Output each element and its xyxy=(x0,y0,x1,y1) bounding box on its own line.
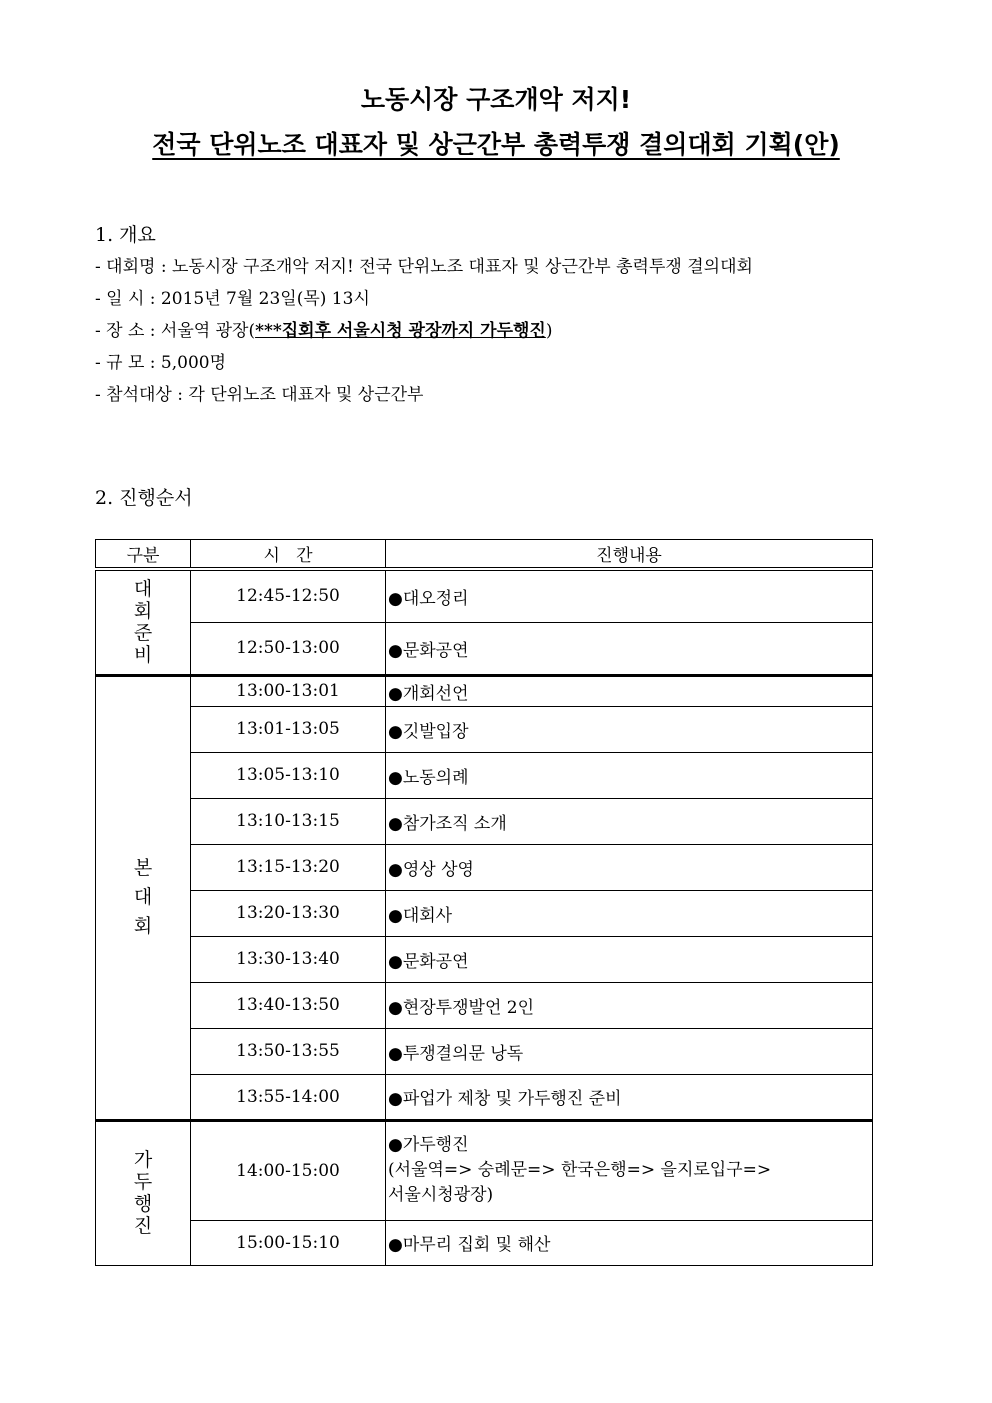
content-cell: ●참가조직 소개 xyxy=(386,798,873,844)
section-2-heading: 2. 진행순서 xyxy=(95,487,193,509)
time-cell: 13:10-13:15 xyxy=(191,798,386,844)
place-suffix: ) xyxy=(545,321,553,341)
time-cell: 13:01-13:05 xyxy=(191,706,386,752)
content-cell: ●개회선언 xyxy=(386,675,873,706)
overview-place xyxy=(95,316,552,341)
table-header-row xyxy=(96,540,873,570)
table-row xyxy=(96,798,873,844)
table-row xyxy=(96,982,873,1028)
content-cell: ●현장투쟁발언 2인 xyxy=(386,982,873,1028)
overview-date: - 일 시 : 2015년 7월 23일(목) 13시 xyxy=(95,289,370,309)
time-cell: 13:15-13:20 xyxy=(191,844,386,890)
table-row xyxy=(96,706,873,752)
table-row xyxy=(96,1120,873,1220)
table-row xyxy=(96,890,873,936)
place-prefix: - 장 소 : 서울역 광장( xyxy=(95,321,256,341)
title-line-2: 전국 단위노조 대표자 및 상근간부 총력투쟁 결의대회 기획(안) xyxy=(152,130,840,159)
content-cell: ●영상 상영 xyxy=(386,844,873,890)
section-1-heading: 1. 개요 xyxy=(95,224,156,246)
group-label-prep: 대 회 준 비 xyxy=(96,569,191,675)
header-time: 시 간 xyxy=(191,540,386,570)
header-content: 진행내용 xyxy=(386,540,873,570)
time-cell: 12:50-13:00 xyxy=(191,622,386,675)
time-cell: 13:40-13:50 xyxy=(191,982,386,1028)
time-cell: 13:55-14:00 xyxy=(191,1074,386,1120)
table-row xyxy=(96,1220,873,1265)
content-cell: ●문화공연 xyxy=(386,622,873,675)
group-label-main: 본 대 회 xyxy=(96,675,191,1120)
time-cell: 13:00-13:01 xyxy=(191,675,386,706)
table-row xyxy=(96,1028,873,1074)
table-row xyxy=(96,936,873,982)
group-label-march: 가 두 행 진 xyxy=(96,1120,191,1265)
content-cell: ●문화공연 xyxy=(386,936,873,982)
time-cell: 15:00-15:10 xyxy=(191,1220,386,1265)
schedule-table xyxy=(95,539,873,1266)
content-cell: ●투쟁결의문 낭독 xyxy=(386,1028,873,1074)
time-cell: 14:00-15:00 xyxy=(191,1120,386,1220)
title-line-1: 노동시장 구조개악 저지! xyxy=(360,85,632,114)
time-cell: 13:20-13:30 xyxy=(191,890,386,936)
table-row xyxy=(96,569,873,622)
content-cell: ●깃발입장 xyxy=(386,706,873,752)
time-cell: 12:45-12:50 xyxy=(191,569,386,622)
time-cell: 13:30-13:40 xyxy=(191,936,386,982)
content-cell: ●마무리 집회 및 해산 xyxy=(386,1220,873,1265)
table-row xyxy=(96,1074,873,1120)
table-row xyxy=(96,844,873,890)
overview-scale: - 규 모 : 5,000명 xyxy=(95,353,227,373)
overview-attendees: - 참석대상 : 각 단위노조 대표자 및 상근간부 xyxy=(95,385,424,405)
content-cell: ●파업가 제창 및 가두행진 준비 xyxy=(386,1074,873,1120)
time-cell: 13:50-13:55 xyxy=(191,1028,386,1074)
table-row xyxy=(96,752,873,798)
table-row xyxy=(96,622,873,675)
overview-event-name: - 대회명 : 노동시장 구조개악 저지! 전국 단위노조 대표자 및 상근간부 총력투쟁 결의대회 xyxy=(95,257,753,277)
content-cell: ●대오정리 xyxy=(386,569,873,622)
content-cell: ●가두행진 (서울역=> 숭례문=> 한국은행=> 을지로입구=> 서울시청광장) xyxy=(386,1120,873,1220)
time-cell: 13:05-13:10 xyxy=(191,752,386,798)
table-row xyxy=(96,675,873,706)
place-note: ***집회후 서울시청 광장까지 가두행진 xyxy=(255,321,546,341)
header-category: 구분 xyxy=(96,540,191,570)
content-cell: ●노동의례 xyxy=(386,752,873,798)
content-cell: ●대회사 xyxy=(386,890,873,936)
